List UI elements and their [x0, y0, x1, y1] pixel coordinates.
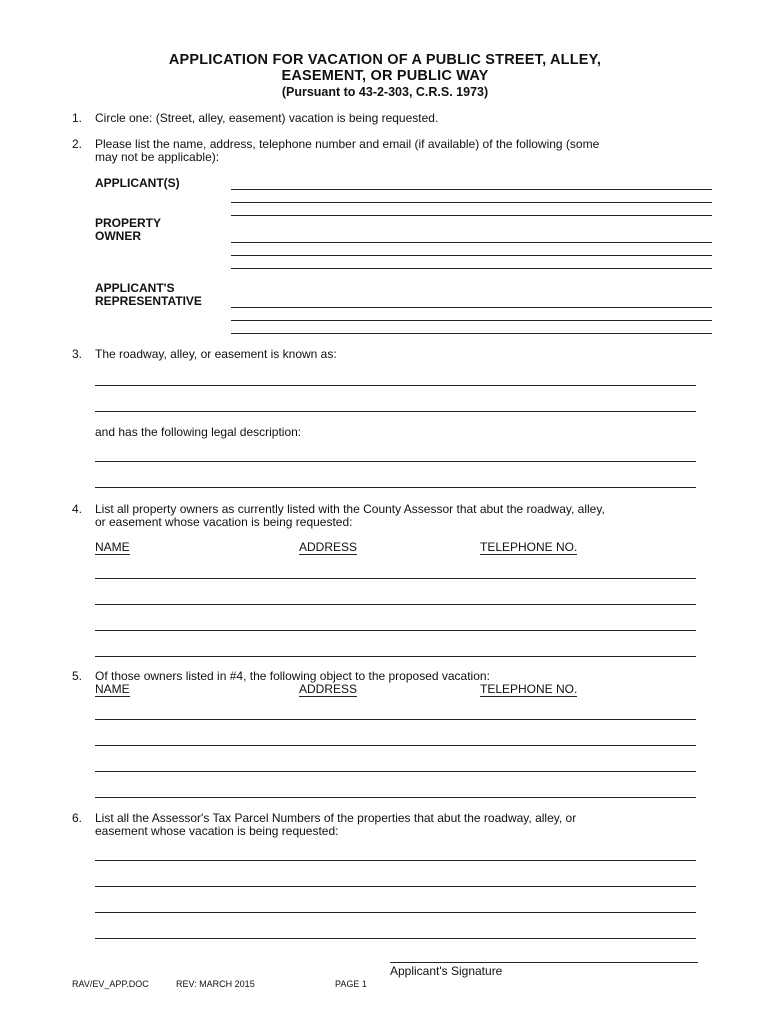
item-number-3: 3. — [72, 347, 83, 361]
representative-line-1[interactable] — [231, 307, 712, 308]
item-number-5: 5. — [72, 669, 83, 683]
item-number-1: 1. — [72, 111, 83, 125]
q4-owner-line-3[interactable] — [95, 630, 696, 631]
q5-objector-line-1[interactable] — [95, 719, 696, 720]
legal-description-line-1[interactable] — [95, 461, 696, 462]
item-number-6: 6. — [72, 811, 83, 825]
legal-description-label: and has the following legal description: — [95, 425, 302, 439]
signature-line[interactable] — [390, 962, 698, 963]
footer-page-number: PAGE 1 — [335, 979, 367, 989]
q6-parcel-line-2[interactable] — [95, 886, 696, 887]
question-6-line2: easement whose vacation is being requested: — [95, 824, 339, 838]
q5-objector-line-4[interactable] — [95, 797, 696, 798]
footer-doc-name: RAV/EV_APP.DOC — [72, 979, 149, 989]
property-owner-line-3[interactable] — [231, 268, 712, 269]
roadway-name-line-2[interactable] — [95, 411, 696, 412]
legal-description-line-2[interactable] — [95, 487, 696, 488]
q5-address-column-header: ADDRESS — [299, 682, 358, 696]
question-5-line1: Of those owners listed in #4, the following object to the proposed vacation: — [95, 669, 490, 683]
representative-line-3[interactable] — [231, 333, 712, 334]
question-3-text: The roadway, alley, or easement is known as: — [95, 347, 337, 361]
question-4-line2: or easement whose vacation is being requested: — [95, 515, 353, 529]
form-title-line1: APPLICATION FOR VACATION OF A PUBLIC STREET, ALLEY, — [168, 52, 602, 68]
representative-label-2: REPRESENTATIVE — [95, 294, 202, 308]
property-owner-line-2[interactable] — [231, 255, 712, 256]
question-4-line1: List all property owners as currently listed with the County Assessor that abut the roadway, alley, — [95, 502, 605, 516]
representative-line-2[interactable] — [231, 320, 712, 321]
form-subtitle: (Pursuant to 43-2-303, C.R.S. 1973) — [281, 85, 489, 99]
item-number-2: 2. — [72, 137, 83, 151]
signature-label: Applicant's Signature — [390, 964, 503, 978]
q6-parcel-line-4[interactable] — [95, 938, 696, 939]
roadway-name-line-1[interactable] — [95, 385, 696, 386]
footer-revision: REV: MARCH 2015 — [176, 979, 255, 989]
item-number-4: 4. — [72, 502, 83, 516]
property-owner-label-1: PROPERTY — [95, 216, 162, 230]
q5-objector-line-3[interactable] — [95, 771, 696, 772]
applicants-line-3[interactable] — [231, 215, 712, 216]
property-owner-label-2: OWNER — [95, 229, 141, 243]
q4-owner-line-1[interactable] — [95, 578, 696, 579]
question-6-line1: List all the Assessor's Tax Parcel Numbers of the properties that abut the roadway, alley, or — [95, 811, 577, 825]
question-2-line2: may not be applicable): — [95, 150, 220, 164]
q5-telephone-column-header: TELEPHONE NO. — [480, 682, 578, 696]
q6-parcel-line-3[interactable] — [95, 912, 696, 913]
question-1-text: Circle one: (Street, alley, easement) vacation is being requested. — [95, 111, 439, 125]
form-title-line2: EASEMENT, OR PUBLIC WAY — [281, 68, 489, 84]
applicants-line-2[interactable] — [231, 202, 712, 203]
applicants-line-1[interactable] — [231, 189, 712, 190]
representative-label-1: APPLICANT'S — [95, 281, 175, 295]
q4-address-column-header: ADDRESS — [299, 540, 358, 554]
q5-name-column-header: NAME — [95, 682, 130, 696]
q4-owner-line-2[interactable] — [95, 604, 696, 605]
q4-owner-line-4[interactable] — [95, 656, 696, 657]
applicants-label: APPLICANT(S) — [95, 176, 180, 190]
property-owner-line-1[interactable] — [231, 242, 712, 243]
q4-name-column-header: NAME — [95, 540, 130, 554]
q6-parcel-line-1[interactable] — [95, 860, 696, 861]
q4-telephone-column-header: TELEPHONE NO. — [480, 540, 578, 554]
question-2-line1: Please list the name, address, telephone number and email (if available) of the following (some — [95, 137, 600, 151]
q5-objector-line-2[interactable] — [95, 745, 696, 746]
